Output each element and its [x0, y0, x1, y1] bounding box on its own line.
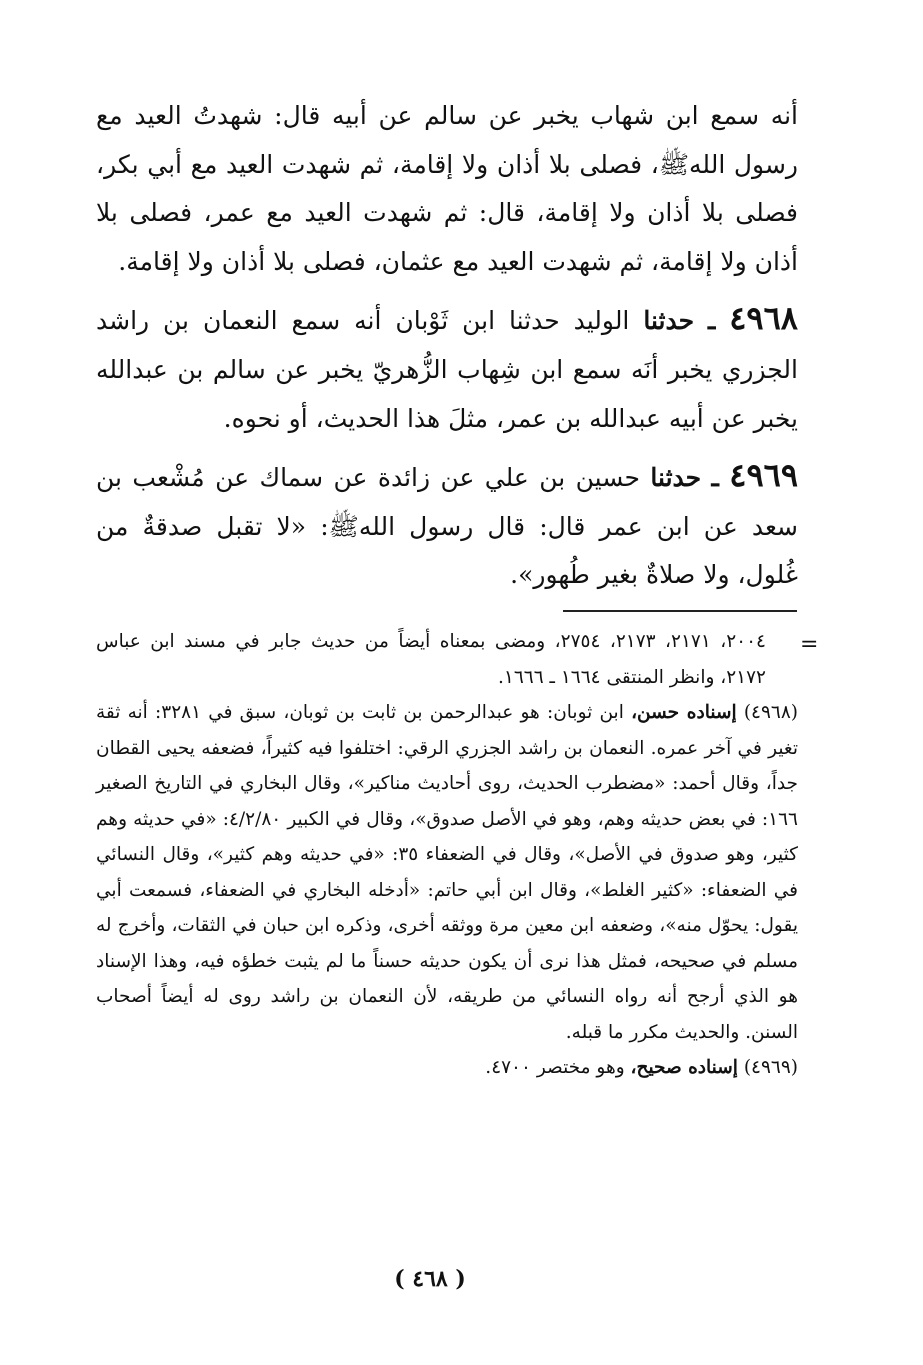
- footnote-text: ابن ثوبان: هو عبدالرحمن بن ثابت بن ثوبان، سبق في ٣٢٨١: أنه ثقة تغير في آخر عمره. النعمان بن راشد الجزري الرقي: اختلفوا فيه كثيراً، فضعفه يحيى القطان جداً، وقال أحمد: «مضطرب الحديث، روى أحاديث مناكير»، وقال البخاري في التاريخ الصغير ١٦٦: في بعض حديثه وهم، وهو في الأصل صدوق»، وقال في الكبير ٤/٢/٨٠: «في حديثه وهم كثير، وهو صدوق في الأصل»، وقال في الضعفاء ٣٥: «في حديثه وهم كثير»، وقال النسائي في الضعفاء: «كثير الغلط»، وقال ابن أبي حاتم: «أدخله البخاري في الضعفاء، فسمعت أبي يقول: يحوّل منه»، وضعفه ابن معين مرة ووثقه أخرى، وذكره ابن حبان في الثقات، وأخرج له مسلم في صحيحه، فمثل هذا نرى أن يكون حديثه حسناً ما لم يثبت خطؤه فيه، وهذا الإسناد هو الذي أرجح أنه رواه النسائي من طريقه، لأن النعمان بن راشد روى له أيضاً أصحاب السنن. والحديث مكرر ما قبله.: [96, 702, 798, 1043]
- footnote-4968: [96, 695, 798, 1050]
- footnote-text: وهو مختصر ٤٧٠٠.: [485, 1057, 625, 1078]
- footnote-grade: إسناده حسن،: [631, 702, 737, 723]
- intro-paragraph: أنه سمع ابن شهاب يخبر عن سالم عن أبيه قال: شهدتُ العيد مع رسول اللهﷺ، فصلى بلا أذان ولا إقامة، ثم شهدت العيد مع أبي بكر، فصلى بلا أذان ولا إقامة، قال: ثم شهدت العيد مع عمر، فصلى بلا أذان ولا إقامة، ثم شهدت العيد مع عثمان، فصلى بلا أذان ولا إقامة.: [96, 101, 798, 276]
- hadith-dash: ـ: [711, 463, 719, 493]
- hadith-text: حسين بن علي عن زائدة عن سماك عن مُشْعب بن سعد عن ابن عمر قال: قال رسول اللهﷺ: «لا تقبل صدقةٌ من غُلول، ولا صلاةٌ بغير طُهور».: [96, 463, 798, 590]
- hadith-number: ٤٩٦٩: [729, 456, 799, 495]
- footnote-ref: (٤٩٦٩): [743, 1057, 798, 1078]
- footnote-continuation: ٢٠٠٤، ٢١٧١، ٢١٧٣، ٢٧٥٤، ومضى بمعناه أيضاً من حديث جابر في مسند ابن عباس ٢١٧٢، وانظر المنتقى ١٦٦٤ ـ ١٦٦٦.: [96, 631, 766, 688]
- footnote-divider: [563, 610, 797, 612]
- hadith-4968: [96, 294, 798, 443]
- hadith-opener: حدثنا: [643, 306, 695, 336]
- page-number: ( ٤٦٨ ): [394, 1266, 466, 1292]
- continuation-marker: =: [800, 632, 819, 657]
- footnotes: [96, 624, 798, 1086]
- hadith-opener: حدثنا: [650, 463, 702, 493]
- main-text: [96, 92, 798, 608]
- footnote-4969: [96, 1050, 798, 1086]
- footnote-ref: (٤٩٦٨): [743, 702, 798, 723]
- hadith-4969: [96, 451, 798, 600]
- hadith-text: الوليد حدثنا ابن ثَوْبان أنه سمع النعمان بن راشد الجزري يخبر أنَه سمع ابن شِهاب الزُّهريّ يخبر عن سالم بن عبدالله يخبر عن أبيه عبدالله بن عمر، مثلَ هذا الحديث، أو نحوه.: [96, 306, 798, 433]
- footnote-grade: إسناده صحيح،: [630, 1057, 738, 1078]
- hadith-dash: ـ: [707, 306, 716, 336]
- hadith-number: ٤٩٦٨: [729, 299, 798, 338]
